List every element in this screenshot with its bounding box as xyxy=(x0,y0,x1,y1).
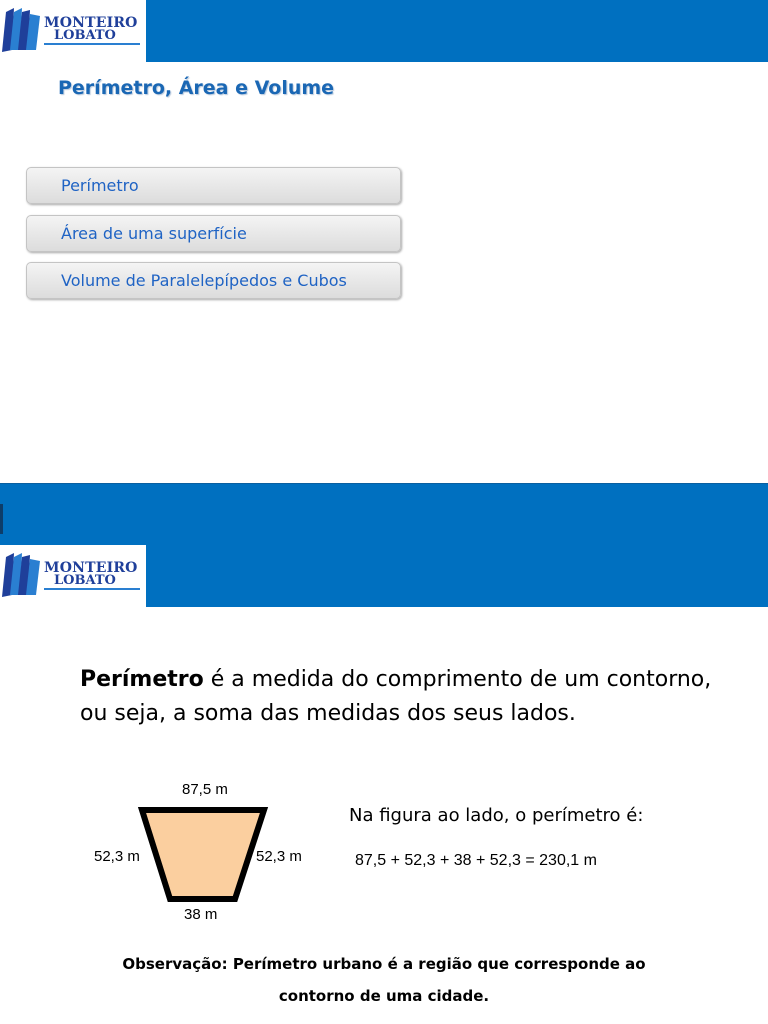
logo-underline xyxy=(44,588,140,590)
logo-emblem-icon xyxy=(0,551,44,601)
logo-text-line2: LOBATO xyxy=(54,28,116,43)
logo xyxy=(0,0,146,62)
left-side-label: 52,3 m xyxy=(94,848,140,865)
area-button[interactable]: Área de uma superfície xyxy=(26,215,401,252)
trapezoid-figure xyxy=(90,777,330,931)
logo-text-line1: MONTEIRO xyxy=(44,15,138,31)
logo-text-line1: MONTEIRO xyxy=(44,560,138,576)
perimeter-formula: 87,5 + 52,3 + 38 + 52,3 = 230,1 m xyxy=(355,852,597,869)
page-title: Perímetro, Área e Volume xyxy=(58,77,335,99)
logo-emblem-icon xyxy=(0,6,44,56)
observation-line2: contorno de uma cidade. xyxy=(278,987,490,1005)
right-side-label: 52,3 m xyxy=(256,848,302,865)
slide-divider xyxy=(0,483,768,545)
slide-menu xyxy=(0,0,768,483)
definition-body: é a medida do comprimento de um contorno, ou seja, a soma das medidas dos seus lados. xyxy=(80,667,712,726)
perimetro-button[interactable]: Perímetro xyxy=(26,167,401,204)
logo-underline xyxy=(44,43,140,45)
slide-perimetro xyxy=(0,545,768,1024)
observation-line1: Observação: Perímetro urbano é a região que corresponde ao xyxy=(122,955,646,973)
logo-text-line2: LOBATO xyxy=(54,573,116,588)
definition-term: Perímetro xyxy=(80,667,204,692)
bottom-side-label: 38 m xyxy=(184,906,218,923)
logo xyxy=(0,545,146,607)
top-side-label: 87,5 m xyxy=(182,781,228,798)
divider-edge xyxy=(0,504,3,534)
definition-text xyxy=(80,663,740,731)
perimeter-intro: Na figura ao lado, o perímetro é: xyxy=(349,805,644,826)
volume-button[interactable]: Volume de Paralelepípedos e Cubos xyxy=(26,262,401,299)
